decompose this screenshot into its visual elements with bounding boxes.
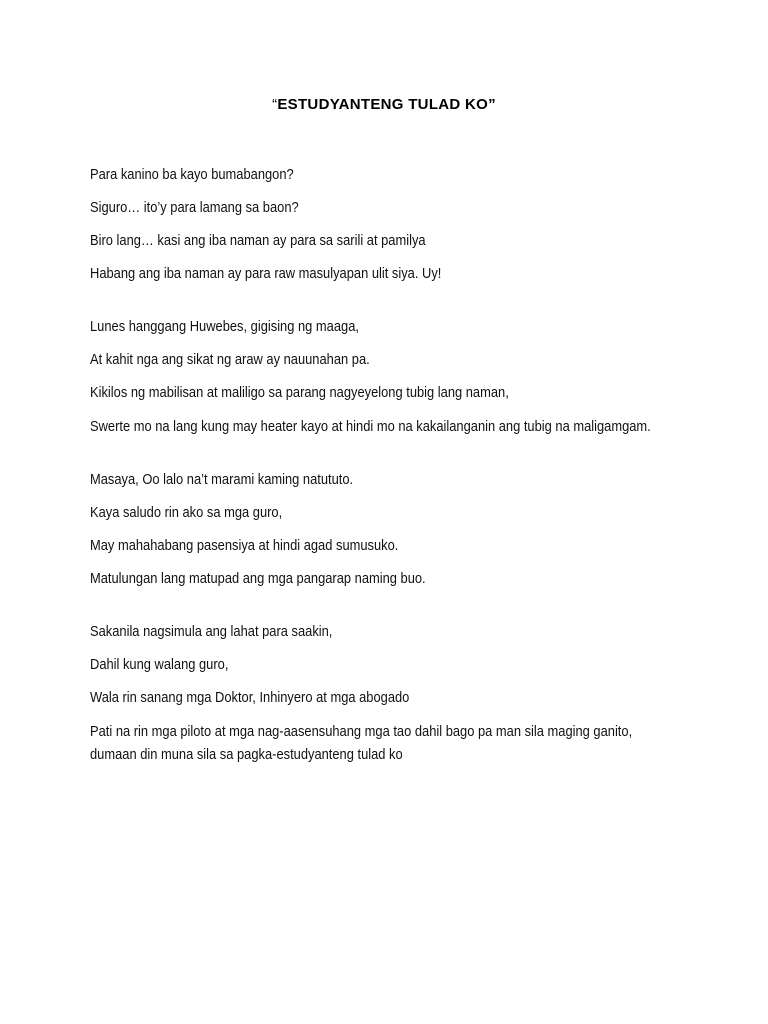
stanza-3 bbox=[90, 469, 670, 590]
stanza-1 bbox=[90, 164, 670, 285]
poem-line: Pati na rin mga piloto at mga nag-aasensuhang mga tao dahil bago pa man sila maging ganito, dumaan din muna sila sa pagka-estudyanteng tulad ko bbox=[90, 723, 633, 763]
poem-line: May mahahabang pasensiya at hindi agad sumusuko. bbox=[90, 537, 399, 554]
poem-line: Dahil kung walang guro, bbox=[90, 656, 229, 673]
poem-line: Kikilos ng mabilisan at maliligo sa parang nagyeyelong tubig lang naman, bbox=[90, 384, 509, 401]
poem-line: Swerte mo na lang kung may heater kayo at hindi mo na kakailanganin ang tubig na maligamgam. bbox=[90, 418, 651, 435]
title-text: ESTUDYANTENG TULAD KO” bbox=[277, 96, 496, 113]
stanza-4 bbox=[90, 621, 670, 766]
poem-line: Siguro… ito’y para lamang sa baon? bbox=[90, 199, 299, 216]
poem-line: Kaya saludo rin ako sa mga guro, bbox=[90, 504, 283, 521]
poem-line: Biro lang… kasi ang iba naman ay para sa sarili at pamilya bbox=[90, 232, 426, 249]
poem-line: Para kanino ba kayo bumabangon? bbox=[90, 166, 294, 183]
poem-line: Lunes hanggang Huwebes, gigising ng maaga, bbox=[90, 318, 359, 335]
title-open-quote: “ bbox=[272, 96, 278, 113]
poem-body bbox=[90, 164, 670, 797]
poem-line: At kahit nga ang sikat ng araw ay nauunahan pa. bbox=[90, 351, 370, 368]
poem-title bbox=[0, 96, 768, 113]
poem-line: Wala rin sanang mga Doktor, Inhinyero at mga abogado bbox=[90, 689, 410, 706]
stanza-2 bbox=[90, 316, 670, 438]
poem-line: Habang ang iba naman ay para raw masulyapan ulit siya. Uy! bbox=[90, 265, 442, 282]
poem-line: Matulungan lang matupad ang mga pangarap naming buo. bbox=[90, 570, 426, 587]
poem-line: Sakanila nagsimula ang lahat para saakin, bbox=[90, 623, 333, 640]
poem-line: Masaya, Oo lalo na’t marami kaming natututo. bbox=[90, 471, 354, 488]
